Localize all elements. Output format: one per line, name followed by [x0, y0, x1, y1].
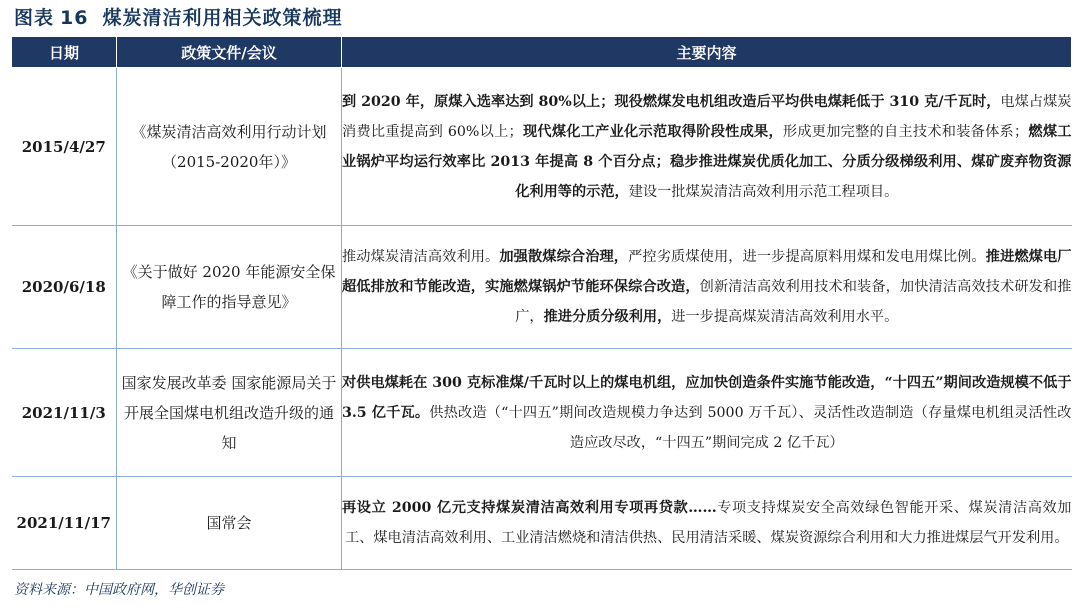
- table-row: [12, 477, 1072, 570]
- table-row: [12, 68, 1072, 226]
- figure-title: [14, 3, 342, 33]
- table-row: [12, 349, 1072, 477]
- content-segment: 进一步提高煤炭清洁高效利用水平。: [671, 309, 899, 325]
- row-content: [342, 226, 1072, 349]
- content-segment: 推进燃煤电厂超低排放和节能改造，实施燃煤锅炉节能环保综合改造，: [342, 249, 1072, 295]
- row-date: 2020/6/18: [12, 226, 117, 349]
- row-document: 国常会: [117, 477, 342, 570]
- content-segment: 电煤占煤炭消费比重提高到 60%以上；: [342, 93, 1072, 140]
- row-document: 国家发展改革委 国家能源局关于开展全国煤电机组改造升级的通知: [117, 349, 342, 477]
- content-segment: 加强散煤综合治理，: [499, 249, 629, 265]
- content-segment: 到 2020 年，原煤入选率达到 80%以上；现役燃煤发电机组改造后平均供电煤耗低于 310 克/千瓦时，: [342, 93, 1001, 110]
- figure-label: 图表: [14, 7, 55, 29]
- content-segment: 建设一批煤炭清洁高效利用示范工程项目。: [628, 183, 899, 200]
- row-content: [342, 349, 1072, 477]
- row-content: [342, 68, 1072, 226]
- content-segment: 推动煤炭清洁高效利用。: [342, 249, 500, 265]
- table-row: [12, 226, 1072, 349]
- content-segment: 供热改造（“十四五”期间改造规模力争达到 5000 万千瓦）、灵活性改造制造（存量煤电机组灵活性改造应改尽改，“十四五”期间完成 2 亿千瓦）: [429, 404, 1072, 451]
- header-date: 日期: [12, 37, 117, 68]
- figure-number: 16: [60, 7, 89, 29]
- row-document: 《关于做好 2020 年能源安全保障工作的指导意见》: [117, 226, 342, 349]
- content-segment: 对供电煤耗在 300 克标准煤/千瓦时以上的煤电机组，应加快创造条件实施节能改造，“十四五”期间改造规模不低于 3.5 亿千瓦。: [342, 374, 1072, 421]
- content-segment: 创新清洁高效利用技术和装备，加快清洁高效技术研发和推广，: [515, 279, 1072, 325]
- content-segment: 现代煤化工产业化示范取得阶段性成果，: [522, 123, 783, 140]
- source-note: 资料来源：中国政府网，华创证券: [14, 582, 224, 598]
- policy-table: [11, 36, 1072, 570]
- table-header-row: [12, 37, 1072, 68]
- row-date: 2021/11/17: [12, 477, 117, 570]
- header-document: 政策文件/会议: [117, 37, 342, 68]
- row-date: 2021/11/3: [12, 349, 117, 477]
- content-segment: 燃煤工业锅炉平均运行效率比 2013 年提高 8 个百分点；稳步推进煤炭优质化加工、分质分级梯级利用、煤矿废弃物资源化利用等的示范，: [342, 123, 1072, 200]
- content-segment: 专项支持煤炭安全高效绿色智能开采、煤炭清洁高效加工、煤电清洁高效利用、工业清洁燃烧和清洁供热、民用清洁采暖、煤炭资源综合利用和大力推进煤层气开发利用。: [344, 500, 1072, 546]
- header-content: 主要内容: [342, 37, 1072, 68]
- row-document: 《煤炭清洁高效利用行动计划（2015-2020年）》: [117, 68, 342, 226]
- content-segment: 严控劣质煤使用，进一步提高原料用煤和发电用煤比例。: [628, 249, 986, 265]
- content-segment: 再设立 2000 亿元支持煤炭清洁高效利用专项再贷款……: [342, 500, 717, 516]
- content-segment: 形成更加完整的自主技术和装备体系；: [782, 123, 1029, 140]
- content-segment: 推进分质分级利用，: [543, 309, 672, 325]
- figure-title-text: 煤炭清洁利用相关政策梳理: [102, 7, 343, 29]
- row-date: 2015/4/27: [12, 68, 117, 226]
- row-content: [342, 477, 1072, 570]
